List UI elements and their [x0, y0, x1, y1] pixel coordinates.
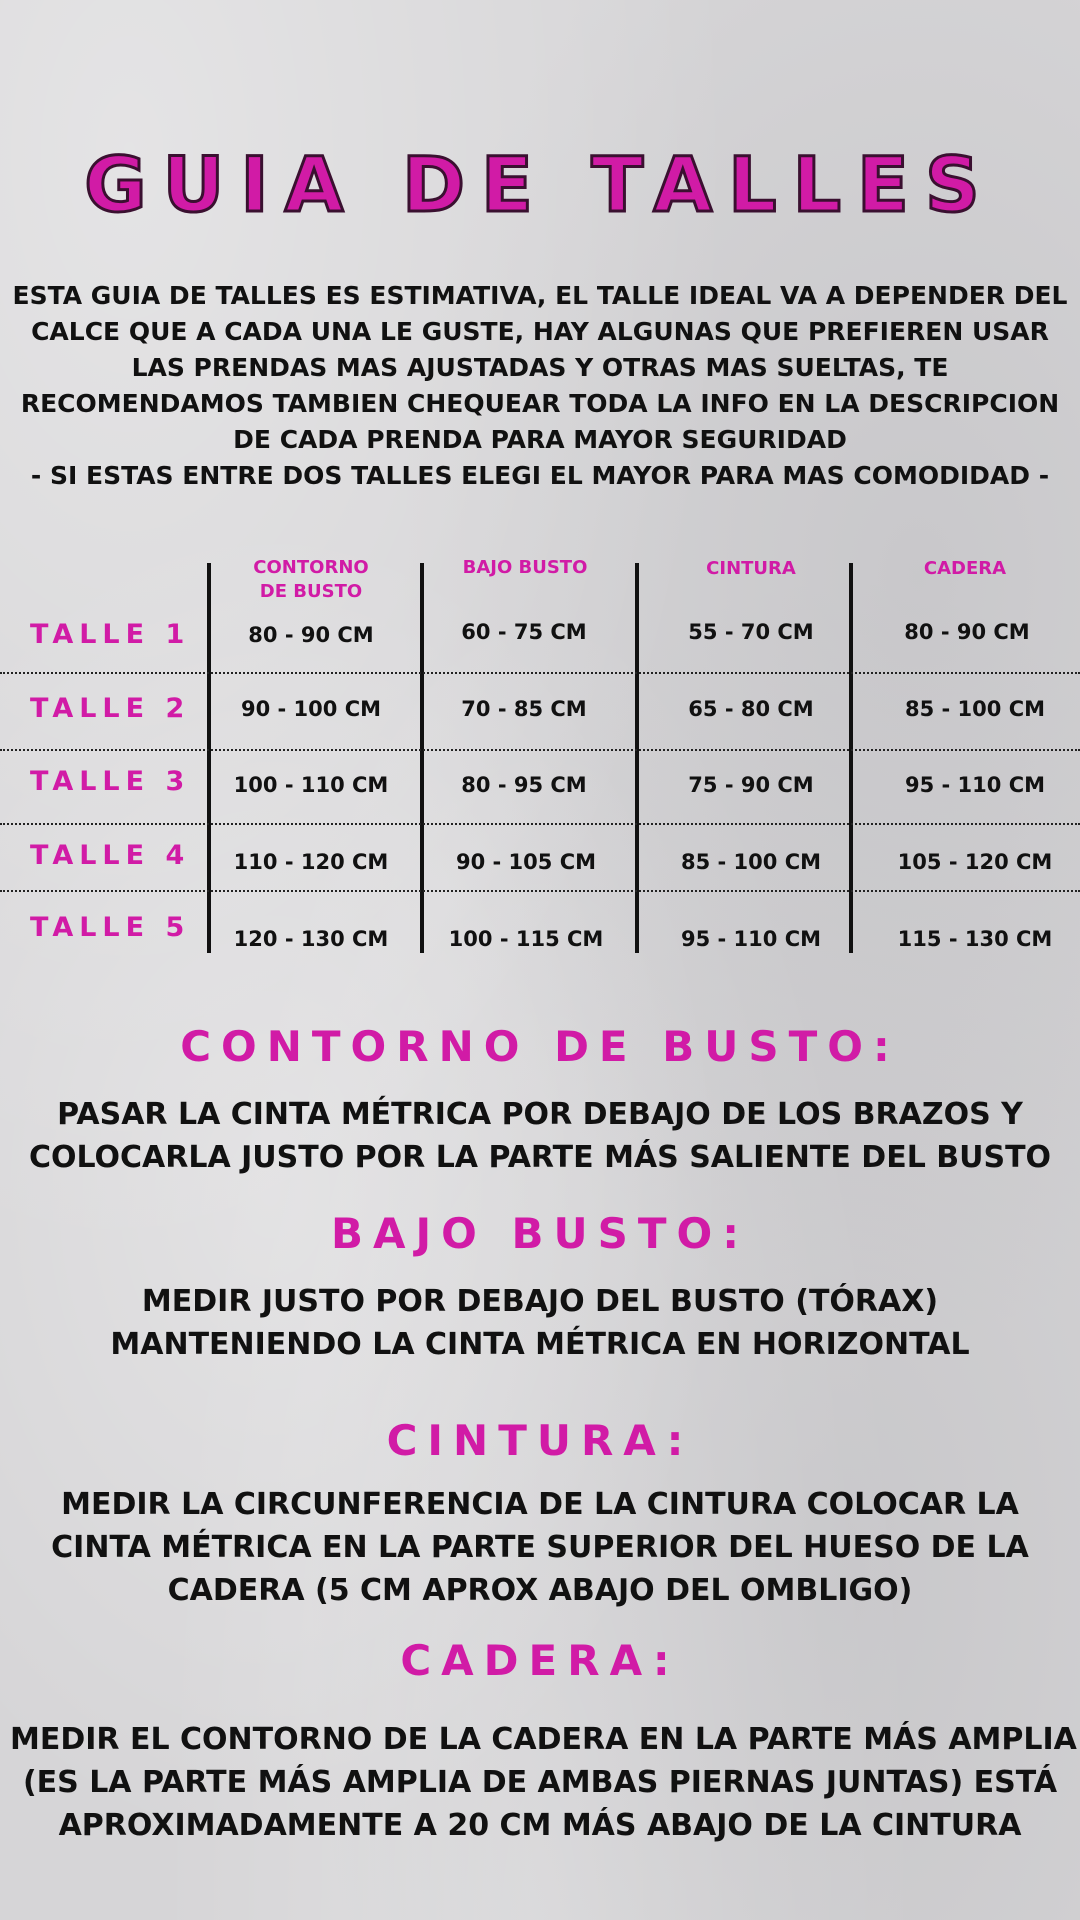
table-cell: 80 - 90 CM — [248, 623, 374, 647]
section-title-cadera: CADERA: — [400, 1636, 680, 1685]
section-text-cadera — [10, 1718, 1077, 1847]
table-cell: 75 - 90 CM — [688, 773, 814, 797]
row-label: TALLE 1 — [30, 619, 191, 650]
table-cell: 100 - 110 CM — [233, 773, 389, 797]
page-title: GUIA DE TALLES — [84, 140, 996, 229]
header-cintura: CINTURA — [706, 558, 796, 579]
row-label: TALLE 5 — [30, 912, 191, 943]
header-bajo-busto: BAJO BUSTO — [462, 557, 588, 578]
section-text-contorno-busto — [10, 1093, 1070, 1179]
table-cell: 80 - 95 CM — [461, 773, 587, 797]
section-line: APROXIMADAMENTE A 20 CM MÁS ABAJO DE LA CINTURA — [58, 1808, 1022, 1843]
row-divider — [0, 749, 1080, 751]
row-divider — [0, 823, 1080, 825]
column-divider — [635, 563, 639, 953]
intro-line: DE CADA PRENDA PARA MAYOR SEGURIDAD — [233, 425, 847, 454]
table-cell: 120 - 130 CM — [233, 927, 389, 951]
table-cell: 80 - 90 CM — [904, 620, 1030, 644]
table-cell: 55 - 70 CM — [688, 620, 814, 644]
table-cell: 85 - 100 CM — [680, 850, 822, 874]
intro-text — [10, 278, 1070, 494]
table-cell: 100 - 115 CM — [448, 927, 604, 951]
row-label: TALLE 2 — [30, 693, 191, 724]
intro-line: CALCE QUE A CADA UNA LE GUSTE, HAY ALGUNAS QUE PREFIEREN USAR — [31, 317, 1049, 346]
section-line: MANTENIENDO LA CINTA MÉTRICA EN HORIZONTAL — [110, 1327, 970, 1362]
table-cell: 85 - 100 CM — [904, 697, 1046, 721]
table-cell: 60 - 75 CM — [461, 620, 587, 644]
section-text-bajo-busto — [10, 1280, 1070, 1366]
intro-line: ESTA GUIA DE TALLES ES ESTIMATIVA, EL TALLE IDEAL VA A DEPENDER DEL — [12, 281, 1068, 310]
row-label: TALLE 4 — [30, 840, 191, 871]
header-cadera: CADERA — [923, 558, 1007, 579]
section-title-contorno-busto: CONTORNO DE BUSTO: — [180, 1022, 900, 1071]
column-divider — [207, 563, 211, 953]
table-cell: 110 - 120 CM — [233, 850, 389, 874]
table-cell: 90 - 105 CM — [455, 850, 597, 874]
table-cell: 65 - 80 CM — [688, 697, 814, 721]
row-divider — [0, 890, 1080, 892]
section-title-bajo-busto: BAJO BUSTO: — [331, 1209, 749, 1258]
intro-line: LAS PRENDAS MAS AJUSTADAS Y OTRAS MAS SUELTAS, TE — [131, 353, 949, 382]
table-cell: 95 - 110 CM — [680, 927, 822, 951]
section-line: MEDIR JUSTO POR DEBAJO DEL BUSTO (TÓRAX) — [141, 1284, 939, 1319]
table-cell: 105 - 120 CM — [897, 850, 1053, 874]
row-label: TALLE 3 — [30, 766, 191, 797]
section-title-cintura: CINTURA: — [386, 1416, 694, 1465]
header-contorno-busto: CONTORNO DE BUSTO — [253, 557, 369, 602]
row-divider — [0, 672, 1080, 674]
section-line: MEDIR EL CONTORNO DE LA CADERA EN LA PARTE MÁS AMPLIA — [10, 1722, 1077, 1757]
section-line: PASAR LA CINTA MÉTRICA POR DEBAJO DE LOS BRAZOS Y — [57, 1097, 1023, 1132]
table-cell: 70 - 85 CM — [461, 697, 587, 721]
section-line: CINTA MÉTRICA EN LA PARTE SUPERIOR DEL HUESO DE LA — [51, 1530, 1029, 1565]
table-cell: 90 - 100 CM — [240, 697, 382, 721]
section-line: COLOCARLA JUSTO POR LA PARTE MÁS SALIENTE DEL BUSTO — [28, 1140, 1052, 1175]
section-line: (ES LA PARTE MÁS AMPLIA DE AMBAS PIERNAS JUNTAS) ESTÁ — [22, 1765, 1058, 1800]
table-cell: 115 - 130 CM — [897, 927, 1053, 951]
intro-line: - SI ESTAS ENTRE DOS TALLES ELEGI EL MAYOR PARA MAS COMODIDAD - — [30, 461, 1050, 490]
table-cell: 95 - 110 CM — [904, 773, 1046, 797]
section-line: MEDIR LA CIRCUNFERENCIA DE LA CINTURA COLOCAR LA — [61, 1487, 1019, 1522]
section-text-cintura — [10, 1483, 1070, 1612]
section-line: CADERA (5 CM APROX ABAJO DEL OMBLIGO) — [167, 1573, 913, 1608]
intro-line: RECOMENDAMOS TAMBIEN CHEQUEAR TODA LA INFO EN LA DESCRIPCION — [20, 389, 1060, 418]
